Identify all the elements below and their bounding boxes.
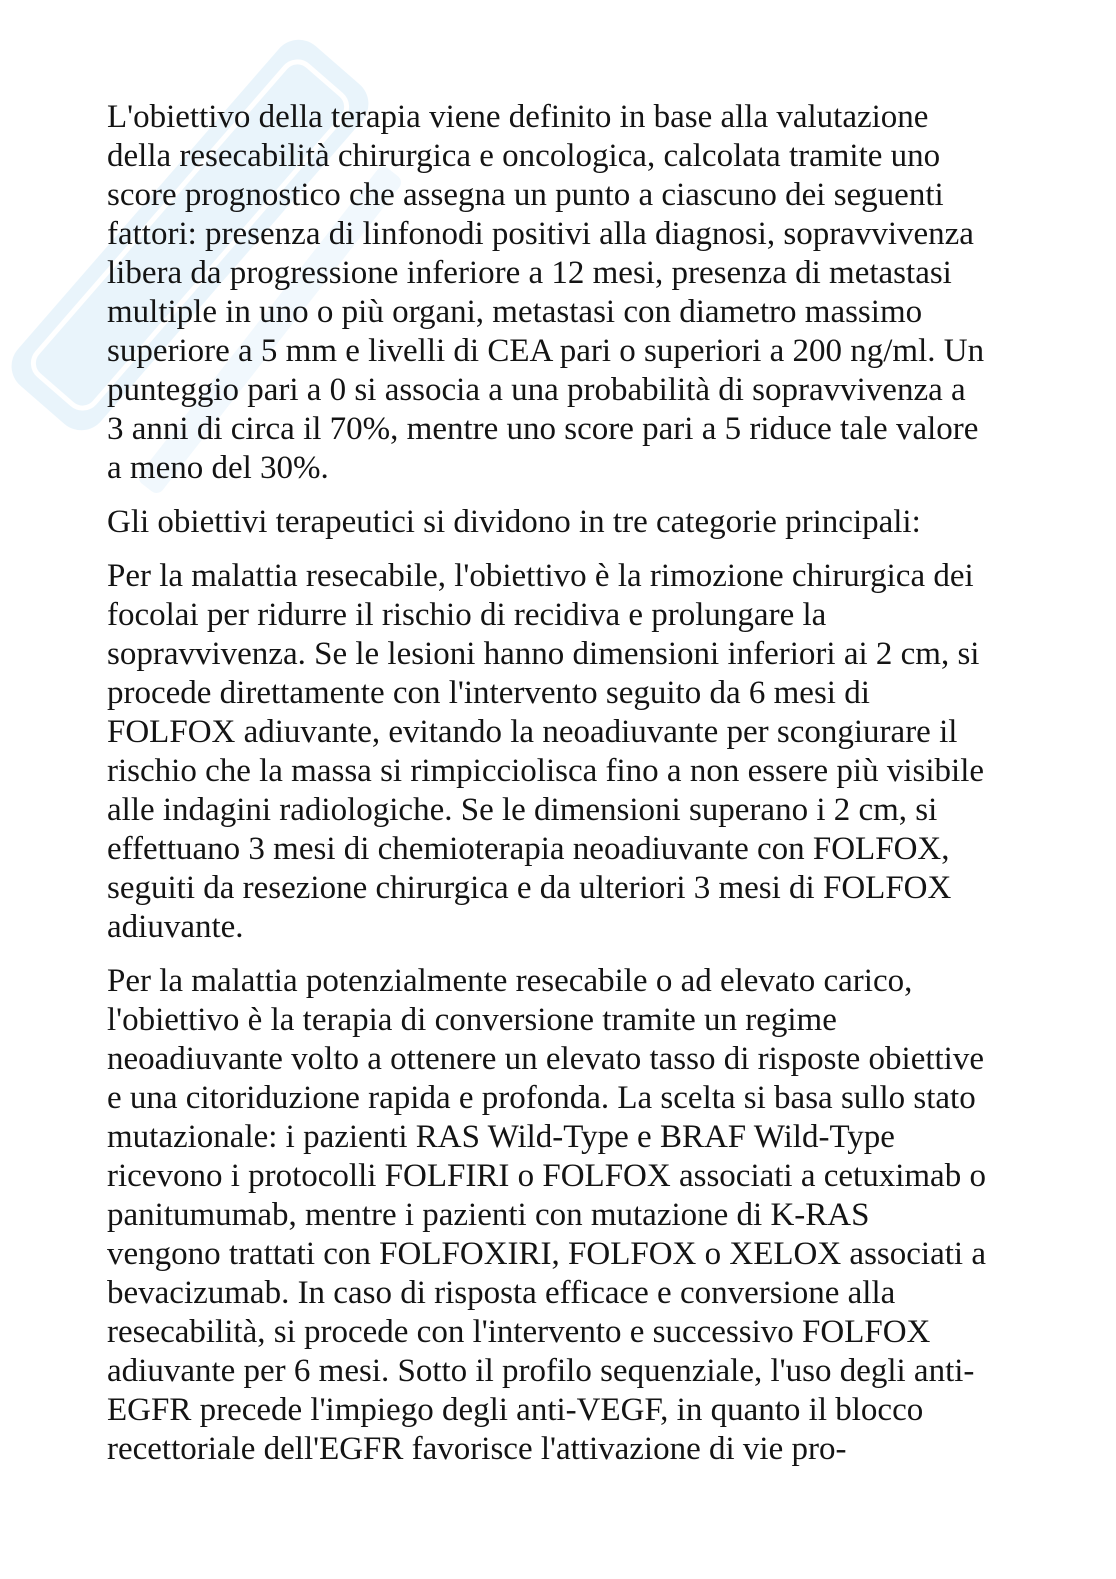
- text-line: multiple in uno o più organi, metastasi con diametro massimo: [107, 294, 923, 330]
- text-line: seguiti da resezione chirurgica e da ulteriori 3 mesi di FOLFOX: [107, 870, 952, 906]
- text-line: l'obiettivo è la terapia di conversione tramite un regime: [107, 1002, 837, 1038]
- text-line: focolai per ridurre il rischio di recidiva e prolungare la: [107, 597, 827, 633]
- text-line: effettuano 3 mesi di chemioterapia neoadiuvante con FOLFOX,: [107, 831, 950, 867]
- text-line: della resecabilità chirurgica e oncologica, calcolata tramite uno: [107, 138, 941, 174]
- text-line: a meno del 30%.: [107, 450, 329, 486]
- text-line: adiuvante.: [107, 909, 244, 945]
- text-line: resecabilità, si procede con l'intervento e successivo FOLFOX: [107, 1314, 931, 1350]
- text-line: panitumumab, mentre i pazienti con mutazione di K-RAS: [107, 1197, 870, 1233]
- text-line: rischio che la massa si rimpicciolisca fino a non essere più visibile: [107, 753, 985, 789]
- text-line: EGFR precede l'impiego degli anti-VEGF, in quanto il blocco: [107, 1392, 924, 1428]
- text-line: ricevono i protocolli FOLFIRI o FOLFOX associati a cetuximab o: [107, 1158, 986, 1194]
- text-line: alle indagini radiologiche. Se le dimensioni superano i 2 cm, si: [107, 792, 938, 828]
- text-line: neoadiuvante volto a ottenere un elevato tasso di risposte obiettive: [107, 1041, 984, 1077]
- document-body: [107, 98, 1067, 1484]
- text-line: L'obiettivo della terapia viene definito in base alla valutazione: [107, 99, 929, 135]
- text-line: Gli obiettivi terapeutici si dividono in tre categorie principali:: [107, 504, 921, 540]
- paragraph-1: [107, 98, 1067, 488]
- text-line: libera da progressione inferiore a 12 mesi, presenza di metastasi: [107, 255, 952, 291]
- text-line: procede direttamente con l'intervento seguito da 6 mesi di: [107, 675, 870, 711]
- text-line: Per la malattia resecabile, l'obiettivo è la rimozione chirurgica dei: [107, 558, 974, 594]
- text-line: adiuvante per 6 mesi. Sotto il profilo sequenziale, l'uso degli anti-: [107, 1353, 975, 1389]
- text-line: score prognostico che assegna un punto a ciascuno dei seguenti: [107, 177, 944, 213]
- text-line: fattori: presenza di linfonodi positivi alla diagnosi, sopravvivenza: [107, 216, 974, 252]
- paragraph-2: [107, 503, 1067, 542]
- text-line: mutazionale: i pazienti RAS Wild-Type e BRAF Wild-Type: [107, 1119, 895, 1155]
- text-line: vengono trattati con FOLFOXIRI, FOLFOX o XELOX associati a: [107, 1236, 986, 1272]
- text-line: FOLFOX adiuvante, evitando la neoadiuvante per scongiurare il: [107, 714, 958, 750]
- text-line: 3 anni di circa il 70%, mentre uno score pari a 5 riduce tale valore: [107, 411, 979, 447]
- text-line: sopravvivenza. Se le lesioni hanno dimensioni inferiori ai 2 cm, si: [107, 636, 980, 672]
- text-line: Per la malattia potenzialmente resecabile o ad elevato carico,: [107, 963, 913, 999]
- text-line: superiore a 5 mm e livelli di CEA pari o superiori a 200 ng/ml. Un: [107, 333, 985, 369]
- text-line: recettoriale dell'EGFR favorisce l'attivazione di vie pro-: [107, 1431, 847, 1467]
- text-line: bevacizumab. In caso di risposta efficace e conversione alla: [107, 1275, 896, 1311]
- text-line: e una citoriduzione rapida e profonda. La scelta si basa sullo stato: [107, 1080, 976, 1116]
- text-line: punteggio pari a 0 si associa a una probabilità di sopravvivenza a: [107, 372, 966, 408]
- paragraph-3: [107, 557, 1067, 947]
- paragraph-4: [107, 962, 1067, 1469]
